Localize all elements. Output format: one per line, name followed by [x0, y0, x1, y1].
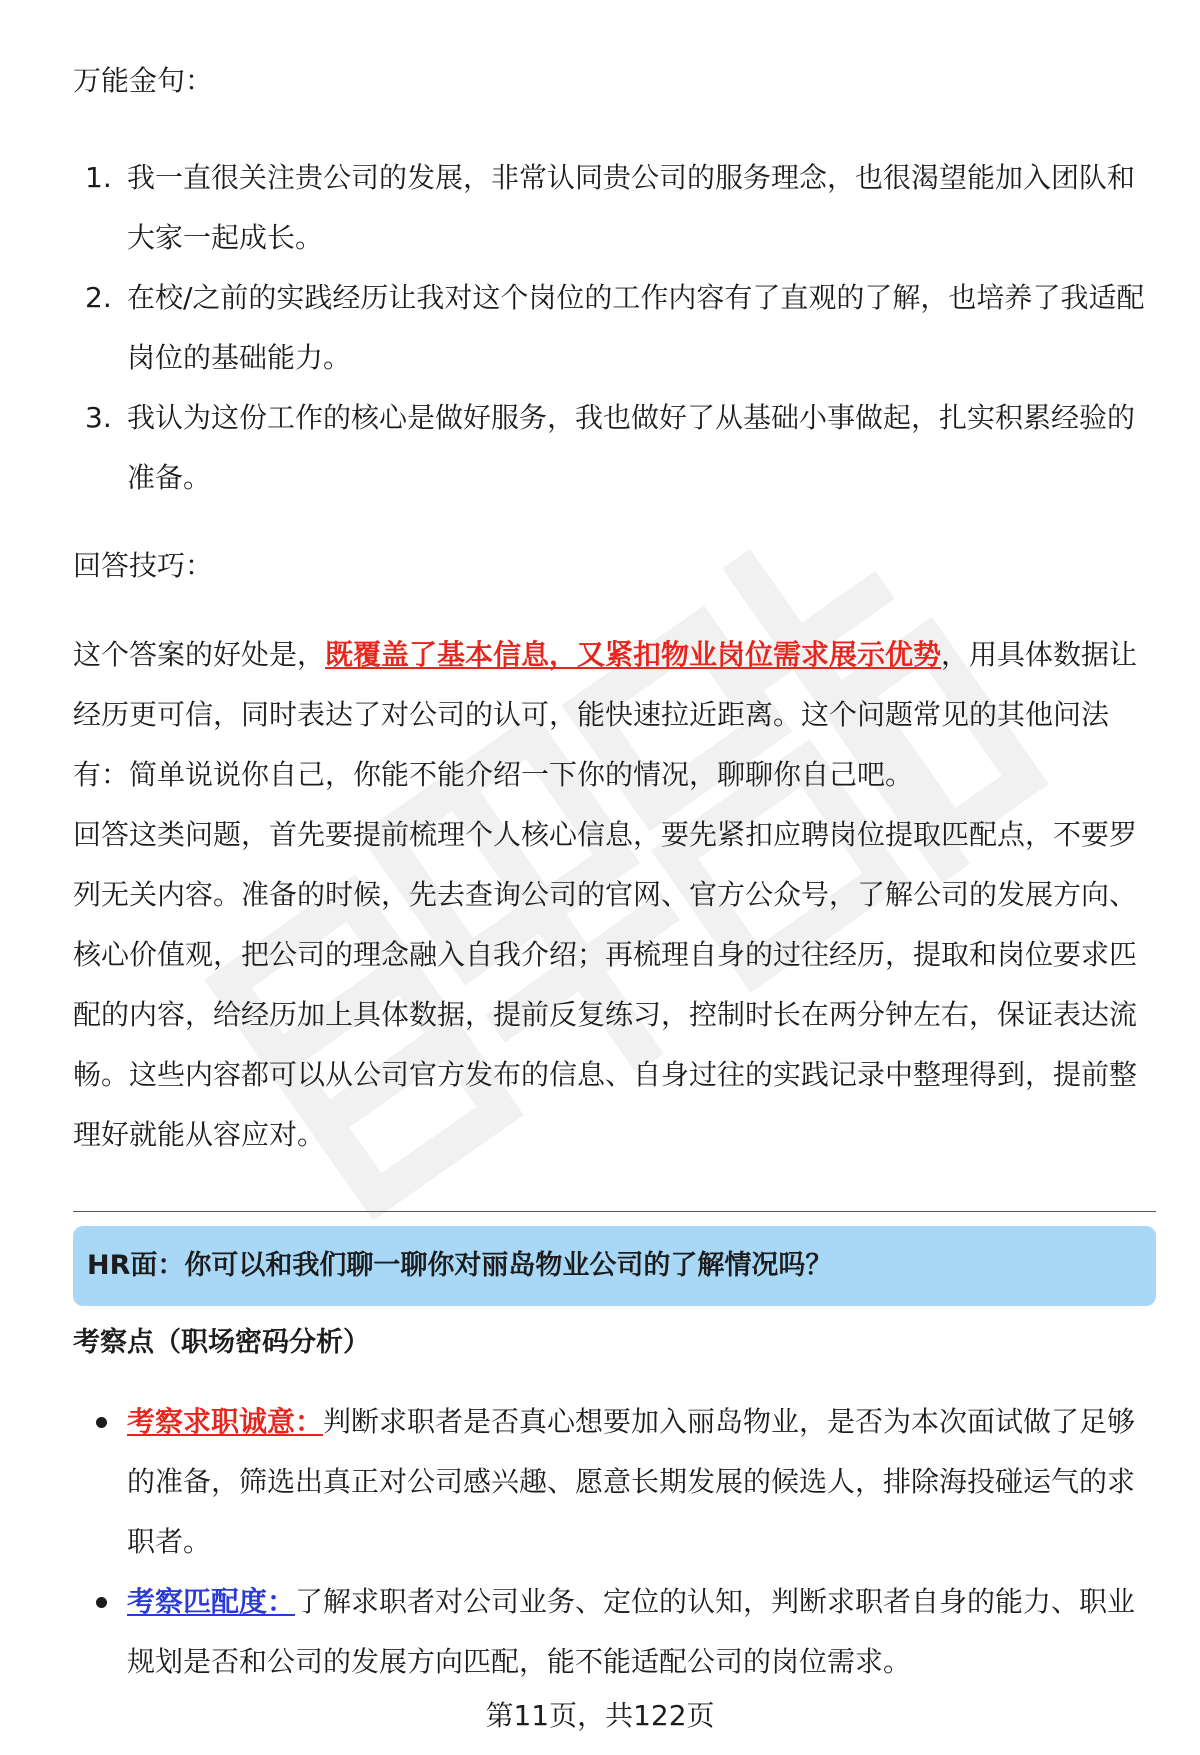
list-item — [73, 388, 1156, 508]
list-number: 2. — [85, 281, 112, 314]
list-item-text: 我认为这份工作的核心是做好服务，我也做好了从基础小事做起，扎实积累经验的准备。 — [127, 401, 1136, 494]
list-number: 1. — [85, 161, 112, 194]
golden-sentences-list — [73, 148, 1156, 508]
answer-tips-paragraph-2: 回答这类问题，首先要提前梳理个人核心信息，要先紧扣应聘岗位提取匹配点，不要罗列无关内容。准备的时候，先去查询公司的官网、官方公众号，了解公司的发展方向、核心价值观，把公司的理念融入自我介绍；再梳理自身的过往经历，提取和岗位要求匹配的内容，给经历加上具体数据，提前反复练习，控制时长在两分钟左右，保证表达流畅。这些内容都可以从公司官方发布的信息、自身过往的实践记录中整理得到，提前整理好就能从容应对。 — [73, 818, 1138, 1151]
list-item — [73, 268, 1156, 388]
bullet-icon — [96, 1597, 107, 1608]
analysis-label: 考察求职诚意： — [127, 1405, 324, 1438]
list-item-text: 在校/之前的实践经历让我对这个岗位的工作内容有了直观的了解，也培养了我适配岗位的基础能力。 — [127, 281, 1145, 374]
golden-sentences-heading: 万能金句： — [73, 64, 214, 97]
list-item — [73, 1572, 1156, 1692]
list-number: 3. — [85, 401, 112, 434]
analysis-label: 考察匹配度： — [127, 1585, 296, 1618]
page-number: 第11页，共122页 — [485, 1699, 715, 1732]
section-divider — [73, 1211, 1156, 1212]
paragraph-text: 这个答案的好处是， — [73, 638, 326, 671]
analysis-text: 了解求职者对公司业务、定位的认知，判断求职者自身的能力、职业规划是否和公司的发展方向匹配，能不能适配公司的岗位需求。 — [127, 1585, 1136, 1678]
question-box — [73, 1226, 1156, 1306]
bullet-icon — [96, 1417, 107, 1428]
highlighted-text: 既覆盖了基本信息，又紧扣物业岗位需求展示优势 — [325, 638, 942, 671]
answer-tips-heading: 回答技巧： — [73, 549, 214, 582]
analysis-text: 判断求职者是否真心想要加入丽岛物业，是否为本次面试做了足够的准备，筛选出真正对公司感兴趣、愿意长期发展的候选人，排除海投碰运气的求职者。 — [127, 1405, 1136, 1558]
list-item — [73, 148, 1156, 268]
analysis-heading: 考察点（职场密码分析） — [73, 1327, 370, 1358]
paragraph-text: ，用具体数据让经历更可信，同时表达了对公司的认可，能快速拉近距离。这个问题常见的其他问法有：简单说说你自己，你能不能介绍一下你的情况，聊聊你自己吧。 — [73, 638, 1138, 791]
analysis-list — [73, 1392, 1156, 1692]
answer-tips-paragraph-1 — [73, 625, 1156, 805]
list-item — [73, 1392, 1156, 1572]
question-text: HR面：你可以和我们聊一聊你对丽岛物业公司的了解情况吗？ — [87, 1250, 833, 1281]
list-item-text: 我一直很关注贵公司的发展，非常认同贵公司的服务理念，也很渴望能加入团队和大家一起成长。 — [127, 161, 1136, 254]
